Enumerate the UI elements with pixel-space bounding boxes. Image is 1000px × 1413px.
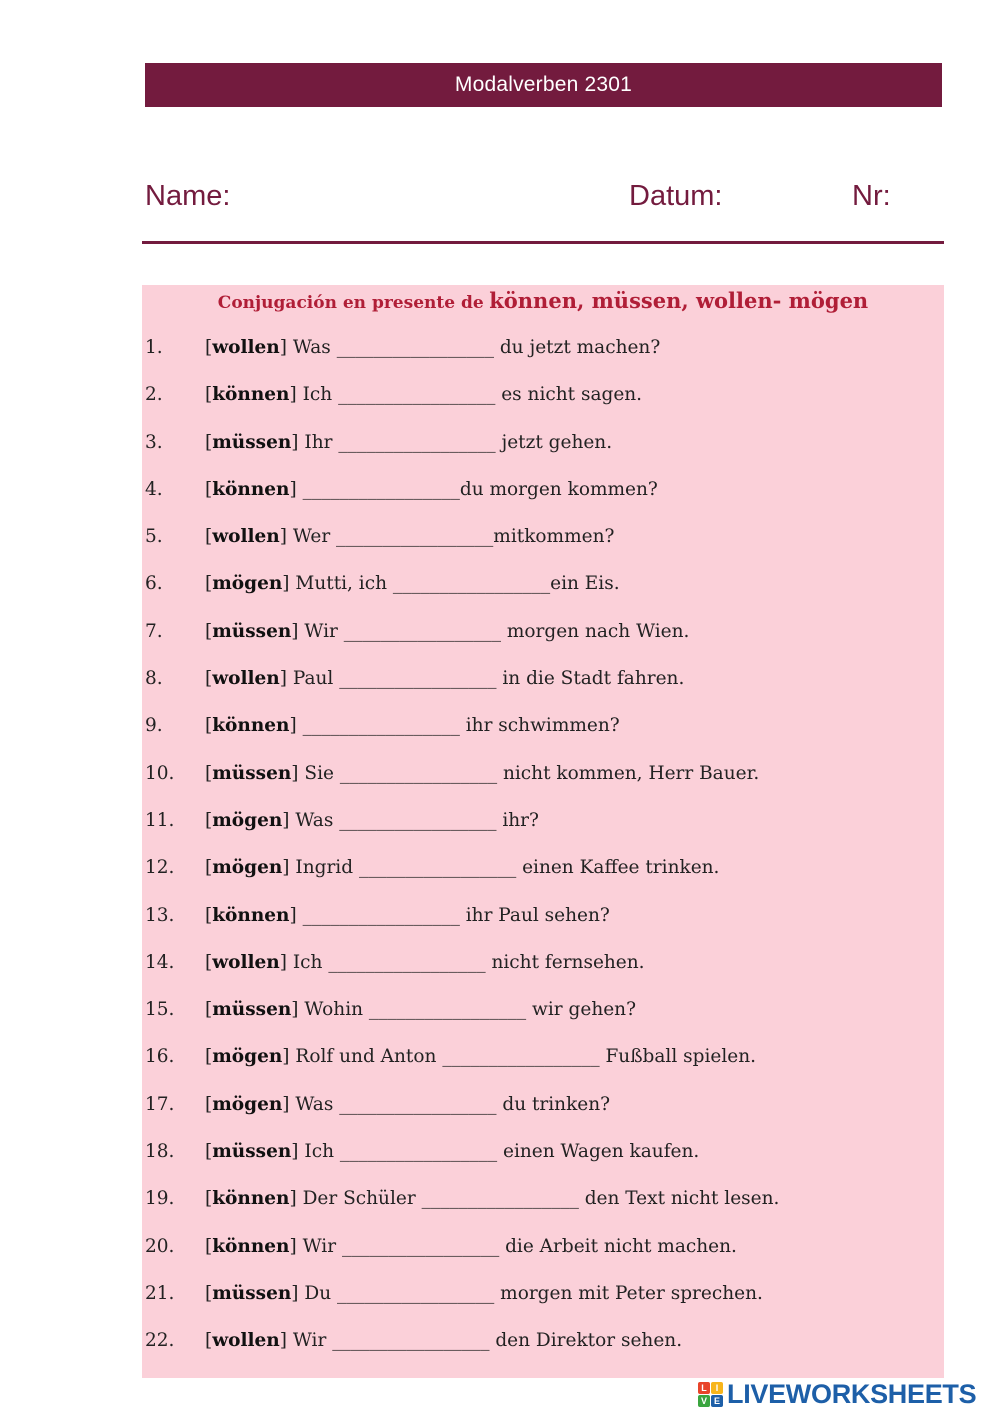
- item-sentence: [wollen] Was _________________ du jetzt machen?: [205, 337, 661, 358]
- item-verb: können: [212, 1188, 290, 1210]
- item-text-before: Ich: [296, 384, 339, 406]
- item-text-before: Was: [289, 1093, 340, 1115]
- exercise-item: [142, 1139, 944, 1186]
- logo-mark-square: I: [711, 1382, 723, 1394]
- item-text-after: du trinken?: [496, 1093, 611, 1115]
- item-text-after: nicht kommen, Herr Bauer.: [497, 762, 760, 784]
- item-sentence: [wollen] Wir _________________ den Direktor sehen.: [205, 1330, 683, 1352]
- exercise-item: [142, 571, 944, 618]
- item-sentence: [wollen] Ich _________________ nicht fernsehen.: [205, 951, 645, 973]
- answer-blank[interactable]: _________________: [339, 809, 497, 831]
- item-number: 21.: [145, 1282, 175, 1304]
- logo-mark-square: V: [698, 1395, 710, 1407]
- item-text-after: ihr Paul sehen?: [459, 904, 610, 926]
- item-number: 18.: [145, 1141, 175, 1163]
- answer-blank[interactable]: _________________: [442, 1046, 600, 1068]
- item-number: 6.: [145, 573, 163, 595]
- exercise-item: [142, 1328, 944, 1375]
- logo-mark-square: L: [698, 1382, 710, 1394]
- item-text-after: du morgen kommen?: [459, 478, 658, 500]
- instruction-verbs: können, müssen, wollen- mögen: [489, 288, 869, 313]
- item-sentence: [wollen] Wer _________________mitkommen?: [205, 526, 615, 548]
- item-number: 20.: [145, 1235, 175, 1257]
- worksheet-title: Modalverben 2301: [454, 73, 633, 96]
- answer-blank[interactable]: _________________: [339, 1141, 498, 1163]
- answer-blank[interactable]: _________________: [338, 384, 496, 406]
- item-text-after: Fußball spielen.: [599, 1046, 756, 1068]
- exercise-item: [142, 1234, 944, 1281]
- item-number: 22.: [145, 1330, 175, 1352]
- instruction-prefix: Conjugación en presente de: [217, 293, 484, 313]
- liveworksheets-logo-icon: [698, 1382, 723, 1407]
- item-verb: müssen: [212, 1141, 292, 1163]
- item-verb: müssen: [212, 999, 292, 1021]
- item-verb: mögen: [212, 573, 283, 595]
- item-verb: mögen: [212, 1093, 283, 1115]
- logo-mark-square: E: [711, 1395, 723, 1407]
- item-verb: können: [212, 1235, 290, 1257]
- item-number: 8.: [145, 668, 163, 690]
- liveworksheets-logo: [698, 1377, 976, 1411]
- answer-blank[interactable]: _________________: [421, 1188, 579, 1210]
- item-number: 5.: [145, 526, 163, 548]
- item-sentence: [mögen] Was _________________ ihr?: [205, 809, 539, 831]
- item-sentence: [müssen] Wohin _________________ wir gehen?: [205, 999, 637, 1021]
- item-text-after: morgen mit Peter sprechen.: [494, 1282, 763, 1304]
- item-text-after: die Arbeit nicht machen.: [499, 1235, 737, 1257]
- exercise-item: [142, 1044, 944, 1091]
- answer-blank[interactable]: _________________: [338, 431, 496, 453]
- exercise-item: [142, 619, 944, 666]
- item-verb: mögen: [212, 857, 283, 879]
- item-text-before: Ihr: [298, 431, 339, 453]
- item-text-before: Ingrid: [289, 857, 359, 879]
- item-text-after: du jetzt machen?: [493, 337, 661, 358]
- answer-blank[interactable]: _________________: [328, 951, 486, 973]
- item-sentence: [können] Wir _________________ die Arbeit nicht machen.: [205, 1235, 737, 1257]
- exercise-item: [142, 430, 944, 477]
- exercise-item: [142, 1281, 944, 1328]
- item-text-after: ihr schwimmen?: [459, 715, 620, 737]
- item-sentence: [mögen] Ingrid _________________ einen Kaffee trinken.: [205, 857, 720, 879]
- item-text-before: Ich: [298, 1141, 340, 1163]
- item-text-before: Wer: [286, 526, 337, 548]
- exercise-item: [142, 808, 944, 855]
- exercise-item: [142, 950, 944, 997]
- item-text-after: einen Wagen kaufen.: [497, 1141, 700, 1163]
- exercise-item: [142, 1186, 944, 1233]
- item-verb: können: [212, 384, 290, 406]
- item-verb: wollen: [212, 668, 280, 690]
- item-verb: müssen: [212, 431, 292, 453]
- item-verb: müssen: [212, 762, 292, 784]
- item-number: 3.: [145, 431, 163, 453]
- item-text-after: wir gehen?: [526, 999, 637, 1021]
- item-text-after: den Direktor sehen.: [489, 1330, 683, 1352]
- answer-blank[interactable]: _________________: [392, 573, 551, 595]
- exercise-item: [142, 761, 944, 808]
- item-number: 12.: [145, 857, 175, 879]
- answer-blank[interactable]: _________________: [302, 715, 460, 737]
- item-text-before: Sie: [298, 762, 340, 784]
- item-text-before: Du: [298, 1282, 338, 1304]
- exercise-item: [142, 382, 944, 429]
- item-sentence: [mögen] Rolf und Anton _________________ Fußball spielen.: [205, 1046, 756, 1068]
- item-number: 10.: [145, 762, 175, 784]
- item-number: 14.: [145, 951, 175, 973]
- exercise-list: [142, 335, 944, 1376]
- item-sentence: [können] _________________ ihr schwimmen?: [205, 715, 620, 737]
- item-sentence: [können] _________________ ihr Paul sehen?: [205, 904, 610, 926]
- answer-blank[interactable]: _________________: [336, 526, 494, 548]
- answer-blank[interactable]: _________________: [339, 1093, 497, 1115]
- instruction-heading: [142, 288, 944, 313]
- exercise-item: [142, 903, 944, 950]
- item-text-before: Wohin: [298, 999, 369, 1021]
- item-text-before: Was: [289, 809, 340, 831]
- item-text-after: jetzt gehen.: [495, 431, 613, 453]
- item-text-before: Wir: [298, 620, 344, 642]
- item-text-after: morgen nach Wien.: [500, 620, 690, 642]
- answer-blank[interactable]: _________________: [332, 1330, 490, 1352]
- name-label: Name:: [145, 180, 231, 212]
- item-number: 7.: [145, 620, 163, 642]
- item-verb: können: [212, 478, 290, 500]
- exercise-box: [142, 285, 944, 1378]
- worksheet-title-bar: [145, 63, 942, 107]
- item-sentence: [können] Ich _________________ es nicht sagen.: [205, 384, 643, 406]
- exercise-item: [142, 666, 944, 713]
- item-number: 16.: [145, 1046, 175, 1068]
- item-text-after: einen Kaffee trinken.: [516, 857, 720, 879]
- answer-blank[interactable]: _________________: [337, 1282, 495, 1304]
- answer-blank[interactable]: _________________: [339, 762, 498, 784]
- item-number: 2.: [145, 384, 163, 406]
- item-sentence: [müssen] Wir _________________ morgen nach Wien.: [205, 620, 690, 642]
- item-sentence: [müssen] Sie _________________ nicht kommen, Herr Bauer.: [205, 762, 760, 784]
- item-number: 15.: [145, 999, 175, 1021]
- item-sentence: [können] _________________du morgen kommen?: [205, 478, 658, 500]
- item-verb: müssen: [212, 620, 292, 642]
- nr-label: Nr:: [852, 180, 891, 212]
- item-text-before: Rolf und Anton: [289, 1046, 443, 1068]
- item-text-after: ein Eis.: [550, 573, 620, 595]
- item-sentence: [müssen] Ich _________________ einen Wagen kaufen.: [205, 1141, 700, 1163]
- item-text-after: es nicht sagen.: [495, 384, 643, 406]
- item-verb: können: [212, 904, 290, 926]
- item-number: 17.: [145, 1093, 175, 1115]
- item-number: 9.: [145, 715, 163, 737]
- item-verb: wollen: [212, 951, 280, 973]
- answer-blank[interactable]: _________________: [302, 904, 460, 926]
- liveworksheets-logo-text: LIVEWORKSHEETS: [727, 1378, 977, 1409]
- exercise-item: [142, 524, 944, 571]
- answer-blank[interactable]: _________________: [302, 478, 460, 500]
- header-divider: [142, 241, 944, 244]
- item-number: 4.: [145, 478, 163, 500]
- item-text-after: ihr?: [496, 809, 539, 831]
- item-verb: mögen: [212, 809, 283, 831]
- item-text-before: Mutti, ich: [289, 573, 393, 595]
- item-number: 19.: [145, 1188, 175, 1210]
- item-text-after: mitkommen?: [493, 526, 615, 548]
- item-verb: wollen: [212, 526, 280, 548]
- exercise-item: [142, 997, 944, 1044]
- item-text-before: Was: [286, 337, 337, 358]
- item-text-after: in die Stadt fahren.: [496, 668, 685, 690]
- item-number: 1.: [145, 337, 163, 358]
- item-verb: wollen: [212, 337, 280, 358]
- exercise-item: [142, 477, 944, 524]
- item-verb: wollen: [212, 1330, 280, 1352]
- answer-blank[interactable]: _________________: [339, 668, 497, 690]
- item-number: 11.: [145, 809, 175, 831]
- item-text-before: Ich: [286, 951, 329, 973]
- item-sentence: [mögen] Was _________________ du trinken?: [205, 1093, 611, 1115]
- item-text-before: Der Schüler: [296, 1188, 422, 1210]
- item-sentence: [müssen] Ihr _________________ jetzt gehen.: [205, 431, 613, 453]
- item-text-before: Paul: [286, 668, 340, 690]
- item-sentence: [mögen] Mutti, ich _________________ein Eis.: [205, 573, 620, 595]
- item-text-after: nicht fernsehen.: [485, 951, 645, 973]
- exercise-item: [142, 1092, 944, 1139]
- item-verb: können: [212, 715, 290, 737]
- answer-blank[interactable]: _________________: [368, 999, 527, 1021]
- item-verb: müssen: [212, 1282, 292, 1304]
- item-sentence: [wollen] Paul _________________ in die Stadt fahren.: [205, 668, 685, 690]
- answer-blank[interactable]: _________________: [343, 620, 501, 642]
- exercise-item: [142, 335, 944, 382]
- item-verb: mögen: [212, 1046, 283, 1068]
- item-sentence: [müssen] Du _________________ morgen mit Peter sprechen.: [205, 1282, 763, 1304]
- item-text-after: den Text nicht lesen.: [578, 1188, 780, 1210]
- item-text-before: Wir: [296, 1235, 342, 1257]
- item-number: 13.: [145, 904, 175, 926]
- item-sentence: [können] Der Schüler _________________ den Text nicht lesen.: [205, 1188, 780, 1210]
- exercise-item: [142, 713, 944, 760]
- date-label: Datum:: [629, 180, 723, 212]
- answer-blank[interactable]: _________________: [358, 857, 517, 879]
- answer-blank[interactable]: _________________: [336, 337, 494, 358]
- item-text-before: Wir: [286, 1330, 333, 1352]
- exercise-item: [142, 855, 944, 902]
- answer-blank[interactable]: _________________: [341, 1235, 500, 1257]
